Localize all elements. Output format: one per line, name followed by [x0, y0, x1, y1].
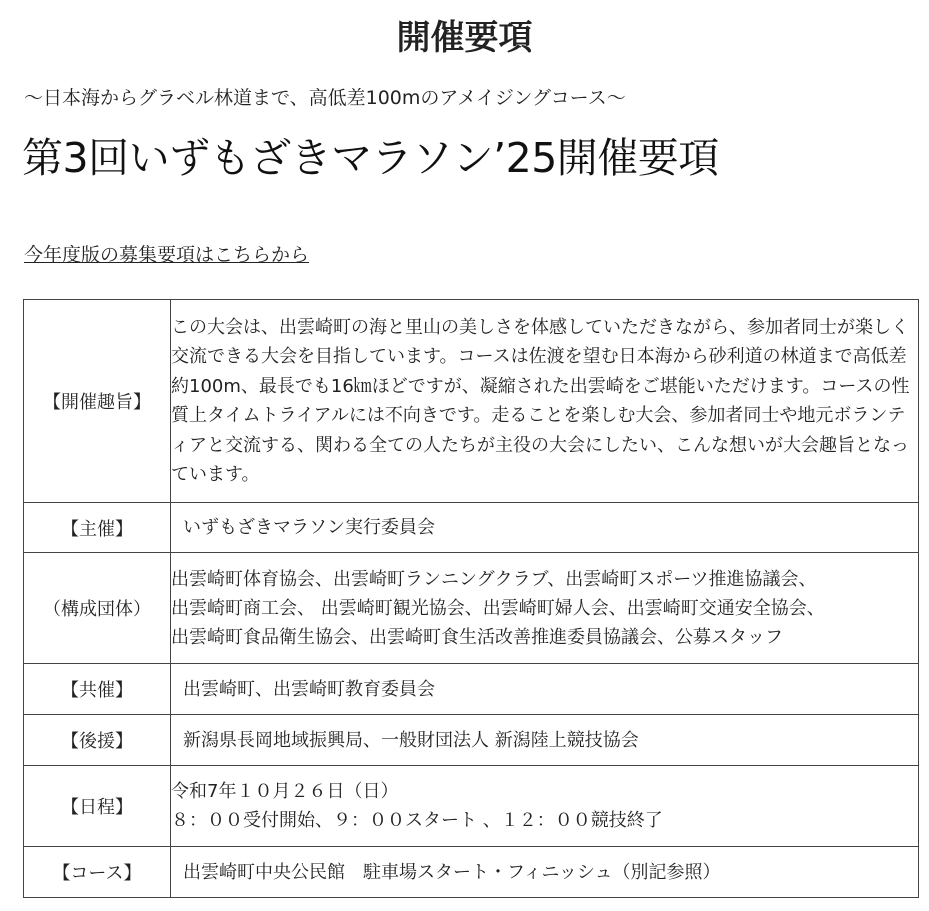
event-details-table — [23, 299, 919, 898]
table-row-member-groups — [24, 553, 919, 664]
event-subtitle: 〜日本海からグラベル林道まで、高低差100mのアメイジングコース〜 — [24, 87, 626, 109]
member-groups-line: 出雲崎町体育協会、出雲崎町ランニングクラブ、出雲崎町スポーツ推進協議会、 — [171, 568, 817, 590]
row-value-cosponsor — [171, 664, 919, 715]
schedule-times: ８：００受付開始、９：００スタート 、１２：００競技終了 — [171, 810, 663, 831]
member-groups-line: 出雲崎町食品衛生協会、出雲崎町食生活改善推進委員協議会、公募スタッフ — [171, 626, 783, 648]
row-value-schedule — [171, 766, 919, 847]
course-text: 出雲崎町中央公民館 駐車場スタート・フィニッシュ（別記参照） — [183, 861, 721, 883]
event-title: 第3回いずもざきマラソン’25開催要項 — [22, 134, 719, 182]
table-row-schedule — [24, 766, 919, 847]
table-row-course — [24, 847, 919, 898]
page-heading: 開催要項 — [396, 18, 533, 58]
recruitment-guide-link[interactable]: 今年度版の募集要項はこちらから — [24, 244, 310, 266]
row-label-support: 【後援】 — [24, 715, 171, 766]
row-label-member-groups: （構成団体） — [24, 553, 171, 664]
row-label-cosponsor: 【共催】 — [24, 664, 171, 715]
row-value-purpose — [171, 300, 919, 503]
organizer-text: いずもざきマラソン実行委員会 — [183, 517, 435, 538]
row-value-support — [171, 715, 919, 766]
table-row-cosponsor — [24, 664, 919, 715]
schedule-date: 令和7年１０月２６日（日） — [171, 781, 399, 802]
table-row-purpose — [24, 300, 919, 503]
cosponsor-text: 出雲崎町、出雲崎町教育委員会 — [183, 678, 435, 700]
row-value-organizer — [171, 503, 919, 553]
row-label-schedule: 【日程】 — [24, 766, 171, 847]
support-text: 新潟県長岡地域振興局、一般財団法人 新潟陸上競技協会 — [183, 729, 639, 751]
table-row-support — [24, 715, 919, 766]
table-row-organizer — [24, 503, 919, 553]
row-label-purpose: 【開催趣旨】 — [24, 300, 171, 503]
row-value-member-groups — [171, 553, 919, 664]
member-groups-line: 出雲崎町商工会、 出雲崎町観光協会、出雲崎町婦人会、出雲崎町交通安全協会、 — [171, 597, 825, 619]
purpose-text: この大会は、出雲崎町の海と里山の美しさを体感していただきながら、参加者同士が楽しく交流できる大会を目指しています。コースは佐渡を望む日本海から砂利道の林道まで高低差約100m、最長でも16㎞ほどですが、凝縮された出雲崎をご堪能いただけます。コースの性質上タイムトライアルには不向きです。走ることを楽しむ大会、参加者同士や地元ボランティアと交流する、関わる全ての人たちが主役の大会にしたい、こんな想いが大会趣旨となっています。 — [171, 316, 910, 485]
row-value-course — [171, 847, 919, 898]
row-label-course: 【コース】 — [24, 847, 171, 898]
row-label-organizer: 【主催】 — [24, 503, 171, 553]
